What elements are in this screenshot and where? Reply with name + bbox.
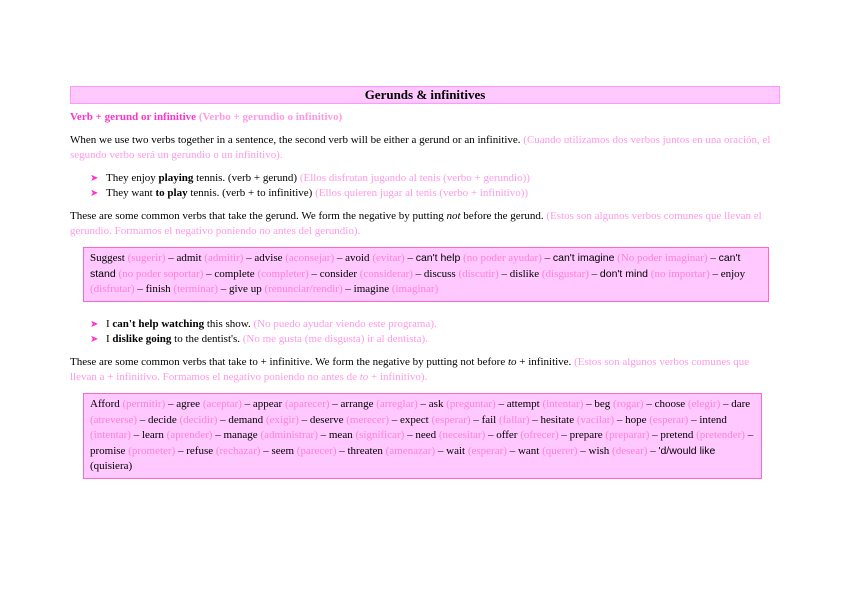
verb-en: deserve — [309, 413, 344, 426]
verb-en: admit — [176, 252, 202, 264]
verb-es: (discutir) — [458, 267, 499, 280]
verb-es: (atreverse) — [90, 413, 138, 426]
verb-es: (aparecer) — [284, 398, 330, 410]
verb-es: (aceptar) — [202, 398, 242, 410]
gerund-verbs-box: Suggest (sugerir) – admit (admitir) – advise (aconsejar) – avoid (evitar) – can't help (no poder ayudar) – can't imagine (No poder imaginar) – can't stand (no poder soportar) – complete (completer) – consider (considerar) – discuss (discutir) – dislike (disgustar) – don't mind (no importar) – enjoy (disfrutar) – finish (terminar) – give up (renunciar/rendir) – imagine (imaginar) — [83, 247, 769, 302]
verb-es: (decidir) — [179, 413, 218, 426]
verb-es: (disfrutar) — [90, 283, 135, 295]
examples-list-2 — [90, 317, 437, 347]
arrow-bullet-icon: ➤ — [90, 173, 99, 184]
verb-en: consider — [319, 267, 358, 280]
infinitive-intro-paragraph: These are some common verbs that take to + infinitive. We form the negative by putting not before to + infinitive. (Estos son algunos verbos comunes que llevan a + infinitivo. Formamos el negativo poniendo no antes de to + infinitivo). — [70, 356, 750, 383]
list-item: ➤ I can't help watching this show. (No puedo ayudar viendo este programa). — [90, 318, 437, 330]
section-heading-es: (Verbo + gerundio o infinitivo) — [198, 111, 343, 123]
verb-es: (rogar) — [613, 398, 644, 410]
verb-es: (amenazar) — [385, 444, 436, 457]
verb-en: avoid — [345, 252, 370, 264]
intro-paragraph — [70, 133, 778, 163]
verb-en: advise — [254, 252, 283, 264]
verb-es: (vacilar) — [576, 413, 615, 426]
page-title: Gerunds & infinitives — [70, 86, 780, 104]
verb-es: (elegir) — [687, 398, 721, 410]
verb-es: (preparar) — [605, 429, 650, 441]
verb-en: want — [517, 444, 540, 457]
verb-en: decide — [148, 413, 177, 426]
verb-es: (administrar) — [260, 429, 318, 441]
verb-en: wait — [446, 444, 466, 457]
verb-en: imagine — [353, 283, 390, 295]
verb-es: (parecer) — [296, 444, 337, 457]
verb-en: beg — [594, 398, 611, 410]
verb-en: finish — [145, 283, 171, 295]
verb-en: fail — [481, 413, 497, 426]
verb-en: learn — [141, 429, 164, 441]
verb-es: (no poder ayudar) — [463, 252, 542, 264]
verb-en: can't imagine — [552, 252, 615, 264]
verb-en: offer — [496, 429, 518, 441]
intro-en: When we use two verbs together in a sentence, the second verb will be either a gerund or an infinitive. — [70, 134, 521, 146]
gerund-intro-paragraph: These are some common verbs that take the gerund. We form the negative by putting not before the gerund. (Estos son algunos verbos comunes que llevan el gerundio. Formamos el negativo poniendo no antes del gerundio). — [70, 210, 762, 237]
verb-es: (prometer) — [128, 444, 176, 457]
verb-es: (intentar) — [90, 429, 131, 441]
verb-en: mean — [328, 429, 353, 441]
intro-es: (Cuando utilizamos dos verbos juntos en una oración, el segundo verbo será un gerundio o un infinitivo). — [70, 134, 771, 161]
verb-en: attempt — [506, 398, 540, 410]
verb-en: can't stand — [90, 252, 741, 280]
list-item: ➤ They want to play tennis. (verb + to infinitive) (Ellos quieren jugar al tenis (verbo + infinitivo)) — [90, 187, 529, 199]
section-heading — [70, 111, 342, 123]
verb-es: (arreglar) — [376, 398, 418, 410]
verb-es: (disgustar) — [541, 267, 589, 280]
verb-es: (admitir) — [204, 252, 244, 264]
verb-es: (terminar) — [173, 283, 218, 295]
infinitive-verbs-box: Afford (permitir) – agree (aceptar) – appear (aparecer) – arrange (arreglar) – ask (preguntar) – attempt (intentar) – beg (rogar) – choose (elegir) – dare (atreverse) – decide (decidir) – demand (exigir) – deserve (merecer) – expect (esperar) – fail (fallar) – hesitate (vacilar) – hope (esperar) – intend (intentar) – learn (aprender) – manage (administrar) – mean (significar) – need (necesitar) – offer (ofrecer) – prepare (preparar) – pretend (pretender) – promise (prometer) – refuse (rechazar) – seem (parecer) – threaten (amenazar) – wait (esperar) – want (querer) – wish (desear) – 'd/would like (quisiera) — [83, 393, 762, 479]
verb-en: refuse — [186, 444, 214, 457]
verb-en: prepare — [569, 429, 603, 441]
verb-es: (no importar) — [650, 267, 710, 280]
verb-en: seem — [271, 444, 295, 457]
verb-en: discuss — [423, 267, 456, 280]
verb-es: (esperar) — [649, 413, 689, 426]
verb-es: (pretender) — [696, 429, 745, 441]
verb-en: Suggest — [90, 252, 125, 264]
verb-es: (ofrecer) — [520, 429, 559, 441]
verb-es: (merecer) — [346, 413, 390, 426]
verb-en: don't mind — [599, 267, 649, 280]
verb-es: (intentar) — [542, 398, 584, 410]
verb-en: enjoy — [720, 267, 746, 280]
verb-en: give up — [229, 283, 262, 295]
verb-en: dislike — [509, 267, 540, 280]
verb-en: demand — [228, 413, 264, 426]
verb-en: dare — [731, 398, 751, 410]
verb-es: (renunciar/rendir) — [264, 283, 343, 295]
verb-es: (exigir) — [265, 413, 299, 426]
verb-en: appear — [252, 398, 283, 410]
arrow-bullet-icon: ➤ — [90, 188, 99, 199]
verb-en: wish — [588, 444, 610, 457]
verb-en: manage — [223, 429, 258, 441]
verb-es: (aconsejar) — [285, 252, 335, 264]
verb-es: (desear) — [612, 444, 648, 457]
verb-en: need — [415, 429, 437, 441]
arrow-bullet-icon: ➤ — [90, 334, 99, 345]
verb-en: hope — [625, 413, 647, 426]
verb-en: expect — [400, 413, 429, 426]
verb-en: intend — [699, 413, 727, 426]
verb-es: (aprender) — [166, 429, 213, 441]
verb-es: (imaginar) — [391, 283, 439, 295]
verb-es: (fallar) — [498, 413, 530, 426]
verb-en: 'd/would like — [658, 444, 716, 457]
verb-es: (quisiera) — [90, 460, 133, 472]
verb-es: (permitir) — [122, 398, 166, 410]
verb-es: (sugerir) — [127, 252, 166, 264]
verb-es: (necesitar) — [438, 429, 486, 441]
verb-en: promise — [90, 444, 126, 457]
verb-en: ask — [428, 398, 444, 410]
arrow-bullet-icon: ➤ — [90, 319, 99, 330]
verb-es: (preguntar) — [446, 398, 496, 410]
verb-es: (esperar) — [467, 444, 507, 457]
verb-es: (evitar) — [372, 252, 405, 264]
verb-es: (no poder soportar) — [118, 267, 204, 280]
verb-en: can't help — [415, 252, 461, 264]
verb-es: (esperar) — [431, 413, 471, 426]
verb-en: Afford — [90, 398, 120, 410]
verb-es: (significar) — [355, 429, 405, 441]
verb-en: hesitate — [540, 413, 575, 426]
verb-en: arrange — [340, 398, 374, 410]
verb-en: agree — [176, 398, 201, 410]
section-heading-en: Verb + gerund or infinitive — [70, 111, 197, 123]
verb-es: (querer) — [542, 444, 578, 457]
verb-es: (No poder imaginar) — [617, 252, 708, 264]
verb-es: (completer) — [257, 267, 309, 280]
verb-en: choose — [654, 398, 686, 410]
examples-list-1 — [90, 171, 530, 201]
verb-es: (rechazar) — [215, 444, 261, 457]
verb-en: complete — [214, 267, 255, 280]
verb-en: threaten — [347, 444, 383, 457]
verb-es: (considerar) — [359, 267, 413, 280]
verb-en: pretend — [660, 429, 694, 441]
list-item: ➤ I dislike going to the dentist's. (No me gusta (me disgusta) ir al dentista). — [90, 333, 428, 345]
list-item: ➤ They enjoy playing tennis. (verb + gerund) (Ellos disfrutan jugando al tenis (verbo + gerundio)) — [90, 172, 530, 184]
